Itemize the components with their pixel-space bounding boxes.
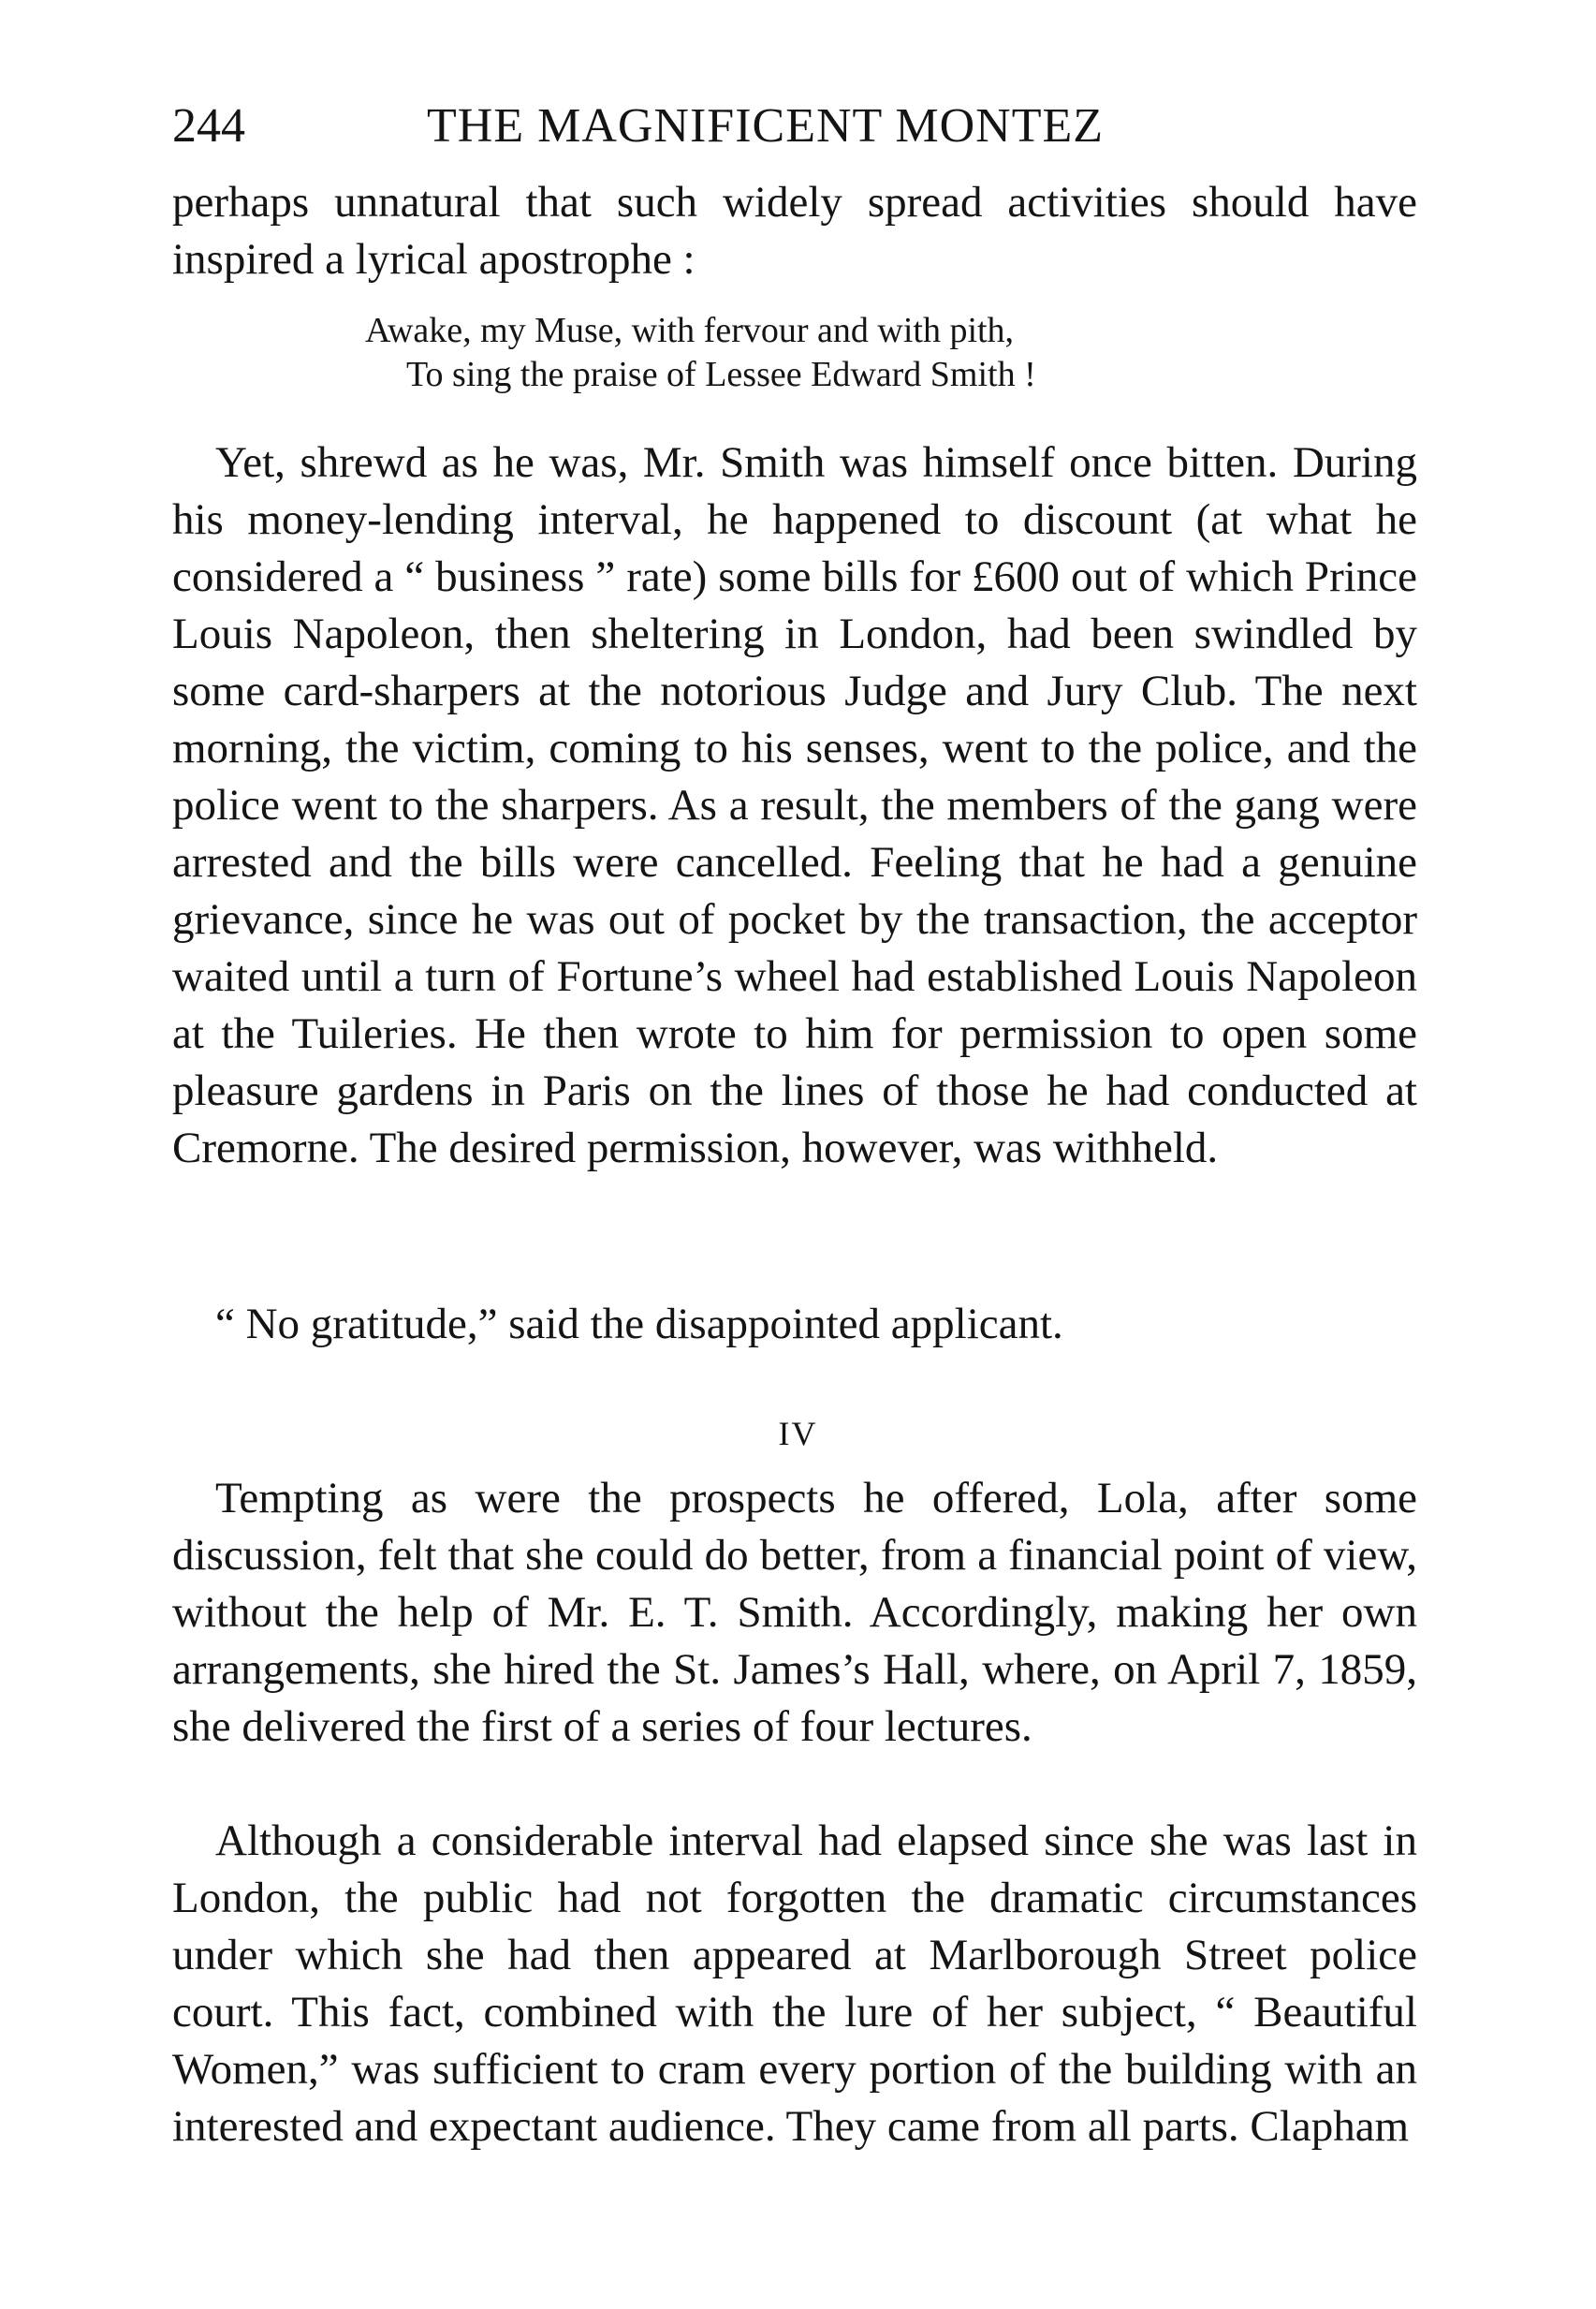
page-number: 244 <box>172 99 245 153</box>
verse-line-1: Awake, my Muse, with fervour and with pith, <box>365 311 1015 350</box>
no-gratitude-paragraph: “ No gratitude,” said the disappointed applicant. <box>215 1300 1063 1348</box>
tempting-paragraph: Tempting as were the prospects he offered, Lola, after some discussion, felt that she could do better, from a financial point of view, without the help of Mr. E. T. Smith. Accordingly, making her own arrangements, she hired the St. James’s Hall, where, on April 7, 1859, she delivered the first of a series of four lectures. <box>172 1474 1417 1751</box>
section-number: IV <box>778 1415 818 1452</box>
opening-paragraph: perhaps unnatural that such widely spread activities should have inspired a lyrical apostrophe : <box>172 178 1417 284</box>
smith-bitten-paragraph: Yet, shrewd as he was, Mr. Smith was himself once bitten. During his money-lending interval, he happened to discount (at what he considered a “ business ” rate) some bills for £600 out of which Prince Louis Napoleon, then sheltering in London, had been swindled by some card-sharpers at the notorious Judge and Jury Club. The next morning, the victim, coming to his senses, went to the police, and the police went to the sharpers. As a result, the members of the gang were arrested and the bills were cancelled. Feeling that he had a genuine grievance, since he was out of pocket by the transaction, the acceptor waited until a turn of Fortune’s wheel had established Louis Napoleon at the Tuileries. He then wrote to him for permission to open some pleasure gardens in Paris on the lines of those he had conducted at Cremorne. The desired permission, however, was withheld. <box>172 438 1417 1172</box>
verse-quotation <box>365 309 1301 397</box>
running-title: THE MAGNIFICENT MONTEZ <box>427 99 1104 153</box>
verse-line-2: To sing the praise of Lessee Edward Smith ! <box>406 355 1036 394</box>
page-header <box>172 94 1417 159</box>
although-paragraph: Although a considerable interval had elapsed since she was last in London, the public had not forgotten the dramatic circumstances under which she had then appeared at Marlborough Street police court. This fact, combined with the lure of her subject, “ Beautiful Women,” was sufficient to cram every portion of the building with an interested and expectant audience. They came from all parts. Clapham <box>172 1816 1417 2151</box>
